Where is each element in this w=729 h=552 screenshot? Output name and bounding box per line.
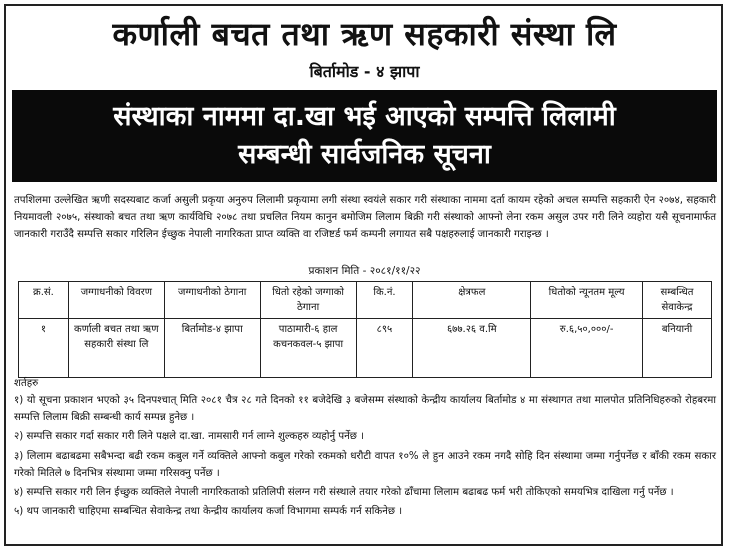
- cell-area: ६७७.२६ व.मि: [413, 319, 531, 378]
- publication-date: प्रकाशन मिति - २०८१/११/२२: [308, 265, 421, 277]
- cell-owner-address: बिर्तामोड-४ झापा: [164, 319, 260, 378]
- header-plot-number: कि.नं.: [356, 282, 413, 319]
- header-owner-details: जग्गाधनीको विवरण: [68, 282, 164, 319]
- cell-serial: १: [19, 319, 69, 378]
- header-area: क्षेत्रफल: [413, 282, 531, 319]
- notice-title-banner: [12, 90, 717, 182]
- organization-name: कर्णाली बचत तथा ऋण सहकारी संस्था लि: [112, 15, 617, 53]
- intro-paragraph: तपशिलमा उल्लेखित ऋणी सदस्यबाट कर्जा असुली प्रकृया अनुरुप लिलामी प्रकृयामा लगी संस्था स्वयंले सकार गरी संस्थाका नाममा दर्ता कायम रहेको अचल सम्पत्ति सहकारी ऐन २०७४, सहकारी नियमावली २०७५, संस्थाको बचत तथा ऋण कार्यविधि २०७८ तथा प्रचलित नियम कानुन बमोजिम लिलाम बिक्री गरी संस्थाको आफ्नो लेना रकम असुल उपर गरी लिने व्यहोरा यसै सूचनामार्फत जानकारी गराउँदै सम्पत्ति सकार गरिलिन ईच्छुक नेपाली नागरिकता प्राप्त व्यक्ति वा रजिष्टर्ड फर्म कम्पनी लगायत सबै पक्षहरुलाई जानकारी गराइन्छ ।: [14, 195, 716, 241]
- header-minimum-value: धितोको न्यूनतम मूल्य: [531, 282, 643, 319]
- term-item: १) यो सूचना प्रकाशन भएको ३५ दिनपश्चात् मिति २०८१ चैत्र २८ गते दिनको ११ बजेदेखि ३ बजेसम्म संस्थाको केन्द्रीय कार्यालय बिर्तामोड ४ मा संस्थागत तथा मालपोत प्रतिनिधिहरुको रोहबरमा सम्पत्ति लिलाम बिक्री सम्बन्धी कार्य सम्पन्न हुनेछ ।: [14, 395, 716, 424]
- terms-list: [14, 392, 716, 522]
- header-serial: क्र.सं.: [19, 282, 69, 319]
- notice-title-line-2: सम्बन्धी सार्वजनिक सूचना: [238, 139, 491, 170]
- cell-owner-details: कर्णाली बचत तथा ऋण सहकारी संस्था लि: [68, 319, 164, 378]
- term-item: २) सम्पत्ति सकार गर्दा सकार गरी लिने पक्षले दा.खा. नामसारी गर्न लाग्ने शुल्कहरु व्यहोर्नु पर्नेछ ।: [14, 431, 365, 443]
- notice-title-line-1: संस्थाका नाममा दा.खा भई आएको सम्पत्ति लिलामी: [113, 101, 616, 132]
- term-item: ५) थप जानकारी चाहिएमा सम्बन्धित सेवाकेन्द्र तथा केन्द्रीय कार्यालय कर्जा विभागमा सम्पर्क गर्न सकिनेछ ।: [14, 506, 403, 518]
- header-owner-address: जग्गाधनीको ठेगाना: [164, 282, 260, 319]
- header-land-address: धितो रहेको जग्गाको ठेगाना: [260, 282, 356, 319]
- cell-service-center: बनियानी: [643, 319, 712, 378]
- cell-minimum-value: रु.६,५०,०००/-: [531, 319, 643, 378]
- cell-plot-number: ८९५: [356, 319, 413, 378]
- cell-land-address: पाठामारी-६ हाल कचनकवल-५ झापा: [260, 319, 356, 378]
- property-table: [18, 281, 712, 378]
- table-row: [19, 319, 712, 378]
- organization-address: बिर्तामोड - ४ झापा: [309, 62, 420, 81]
- table-header-row: [19, 282, 712, 319]
- terms-heading: शर्तहरु: [14, 378, 39, 389]
- term-item: ४) सम्पत्ति सकार गरी लिन ईच्छुक व्यक्तिले नेपाली नागरिकताको प्रतिलिपी संलग्न गरी संस्थाले तयार गरेको ढाँचामा लिलाम बढाबढ फर्म भरी तोकिएको समयभित्र दाखिला गर्नु पर्नेछ ।: [14, 487, 674, 499]
- term-item: ३) लिलाम बढाबढमा सबैभन्दा बढी रकम कबुल गर्ने व्यक्तिले आफ्नो कबुल गरेको रकमको धरौटी वापत १०% ले हुन आउने रकम नगदै सोहि दिन संस्थामा जम्मा गर्नुपर्नेछ र बाँकी रकम सकार गरेको मितिले ७ दिनभित्र संस्थामा जम्मा गरिसक्नु पर्नेछ ।: [14, 450, 716, 479]
- header-service-center: सम्बन्धित सेवाकेन्द्र: [643, 282, 712, 319]
